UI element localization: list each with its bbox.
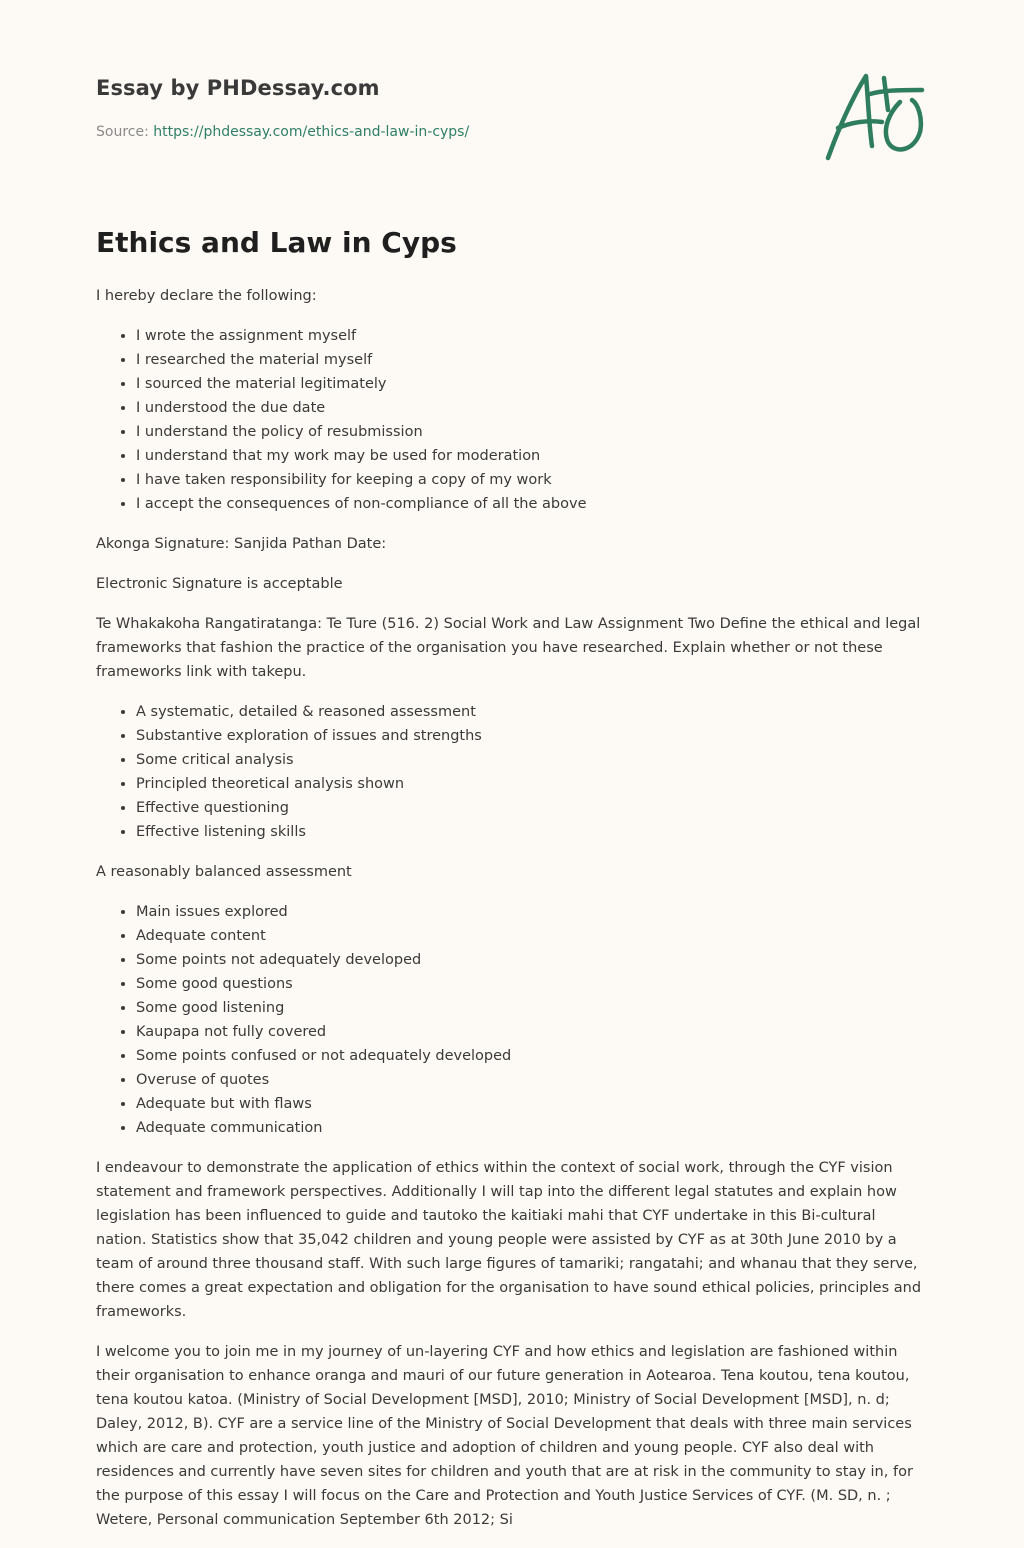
list-item: • Some good questions [136,972,928,996]
list-item: • Main issues explored [136,900,928,924]
source-line [96,124,469,140]
declaration-list [96,324,928,516]
source-label: Source: [96,124,154,140]
essay-title: Ethics and Law in Cyps [96,226,457,259]
list-item: • I have taken responsibility for keeping a copy of my work [136,468,928,492]
electronic-signature-note: Electronic Signature is acceptable [96,576,343,592]
list-item: • Effective questioning [136,796,928,820]
body-paragraph: I endeavour to demonstrate the application of ethics within the context of social work, through the CYF vision statement and framework perspectives. Additionally I will tap into the different legal statutes and explain how legislation has been influenced to guide and tautoko the kaitiaki mahi that CYF undertake in this Bi-cultural nation. Statistics show that 35,042 children and young people were assisted by CYF as at 30th June 2010 by a team of around three thousand staff. With such large figures of tamariki; rangatahi; and whanau that they serve, there comes a great expectation and obligation for the organisation to have sound ethical policies, principles and frameworks. [96,1160,922,1320]
source-link[interactable]: https://phdessay.com/ethics-and-law-in-cyps/ [153,124,470,140]
body-paragraph: I welcome you to join me in my journey of un-layering CYF and how ethics and legislation are fashioned within their organisation to enhance oranga and mauri of our future generation in Aotearoa. Tena koutou, tena koutou, tena koutou katoa. (Ministry of Social Development [MSD], 2010; Ministry of Social Development [MSD], n. d; Daley, 2012, B). CYF are a service line of the Ministry of Social Development that deals with three main services which are care and protection, youth justice and adoption of children and young people. CYF also deal with residences and currently have seven sites for children and youth that are at risk in the community to stay in, for the purpose of this essay I will focus on the Care and Protection and Youth Justice Services of CYF. (M. SD, n. ; Wetere, Personal communication September 6th 2012; Si [96,1344,913,1528]
list-item: • Some critical analysis [136,748,928,772]
list-item: • Principled theoretical analysis shown [136,772,928,796]
list-item: • I understood the due date [136,396,928,420]
criteria-list [96,700,928,844]
list-item: • Some points confused or not adequately developed [136,1044,928,1068]
list-item: • Adequate communication [136,1116,928,1140]
balanced-assessment-list [96,900,928,1140]
balanced-assessment-heading: A reasonably balanced assessment [96,864,352,880]
list-item: • A systematic, detailed & reasoned assessment [136,700,928,724]
list-item: • Overuse of quotes [136,1068,928,1092]
essay-body [96,284,928,1548]
site-brand-title: Essay by PHDessay.com [96,76,380,100]
list-item: • I accept the consequences of non-compliance of all the above [136,492,928,516]
declaration-intro: I hereby declare the following: [96,288,317,304]
list-item: • Adequate content [136,924,928,948]
list-item: • I sourced the material legitimately [136,372,928,396]
list-item: • Substantive exploration of issues and strengths [136,724,928,748]
list-item: • Effective listening skills [136,820,928,844]
assignment-brief: Te Whakakoha Rangatiratanga: Te Ture (516. 2) Social Work and Law Assignment Two Define the ethical and legal frameworks that fashion the practice of the organisation you have researched. Explain whether or not these frameworks link with takepu. [96,616,921,680]
list-item: • I understand the policy of resubmission [136,420,928,444]
list-item: • Some good listening [136,996,928,1020]
list-item: • Adequate but with flaws [136,1092,928,1116]
list-item: • Kaupapa not fully covered [136,1020,928,1044]
list-item: • I wrote the assignment myself [136,324,928,348]
a-plus-logo-icon [822,68,928,164]
list-item: • I understand that my work may be used for moderation [136,444,928,468]
list-item: • I researched the material myself [136,348,928,372]
list-item: • Some points not adequately developed [136,948,928,972]
signature-line: Akonga Signature: Sanjida Pathan Date: [96,536,387,552]
